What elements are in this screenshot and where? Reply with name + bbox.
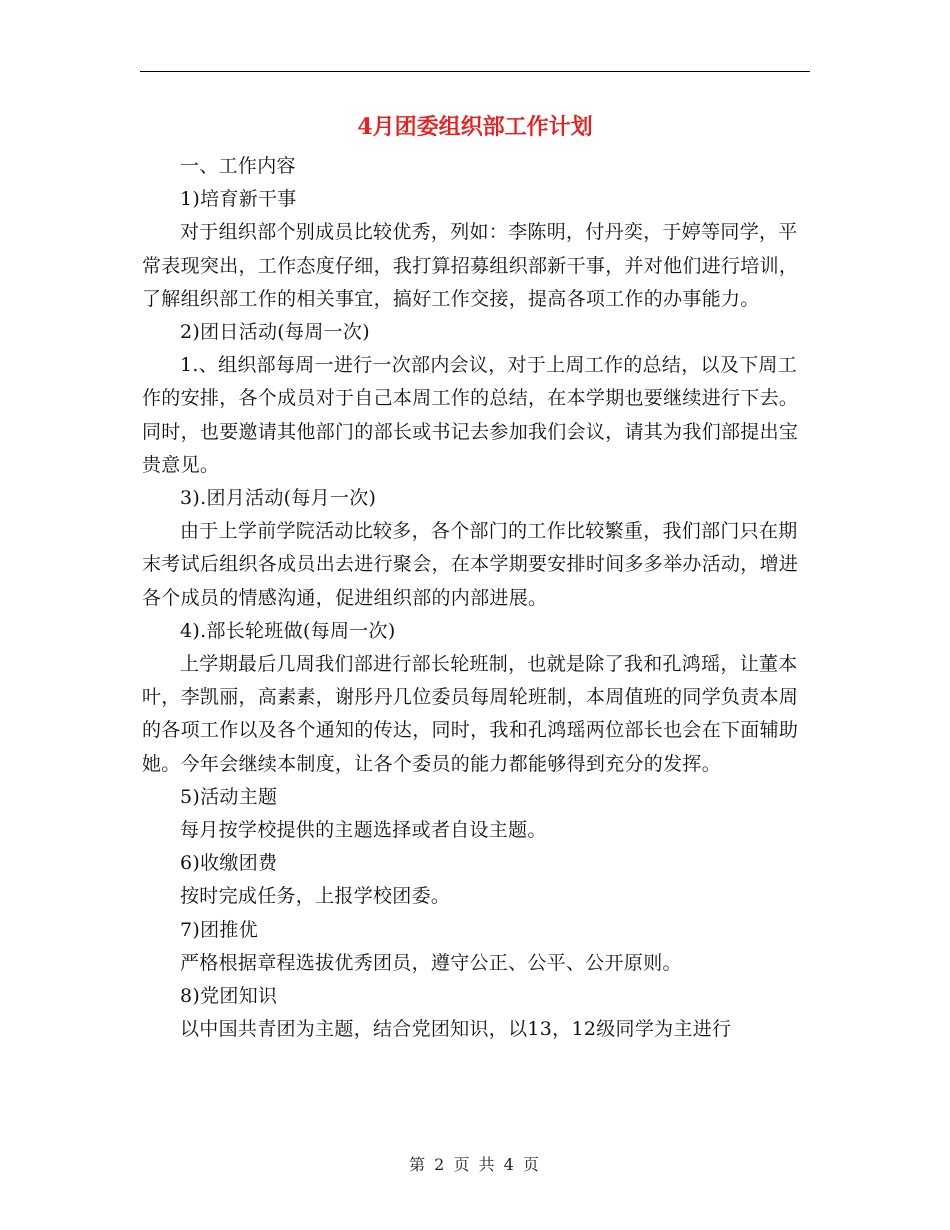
body-paragraph: 严格根据章程选拔优秀团员，遵守公正、公平、公开原则。 [180,951,682,974]
subsection-heading: 3).团月活动(每月一次) [180,487,377,510]
body-paragraph: 每月按学校提供的主题选择或者自设主题。 [180,819,547,842]
body-paragraph: 1.、组织部每周一进行一次部内会议，对于上周工作的总结，以及下周工作的安排，各个成员对于自己本周工作的总结，在本学期也要继续进行下去。同时，也要邀请其他部门的部长或书记去参加我们会议，请其为我们部提出宝贵意见。 [142,354,799,476]
subsection-heading: 7)团推优 [180,918,259,941]
document-body [142,150,812,1046]
section-heading: 一、工作内容 [180,155,296,177]
subsection-heading: 6)收缴团费 [180,852,278,875]
subsection-heading: 5)活动主题 [180,785,278,808]
body-paragraph: 以中国共青团为主题，结合党团知识，以13，12级同学为主进行 [180,1018,732,1041]
body-paragraph: 对于组织部个别成员比较优秀，列如：李陈明，付丹奕，于婷等同学，平常表现突出，工作态度仔细，我打算招募组织部新干事，并对他们进行培训，了解组织部工作的相关事宜，搞好工作交接，提高各项工作的办事能力。 [142,221,799,310]
page-number-footer: 第 2 页 共 4 页 [409,1155,541,1174]
header-rule [140,71,810,72]
document-title: 4月团委组织部工作计划 [357,114,593,140]
body-paragraph: 按时完成任务，上报学校团委。 [180,885,451,908]
subsection-heading: 8)党团知识 [180,985,278,1008]
subsection-heading: 1)培育新干事 [180,188,297,211]
body-paragraph: 上学期最后几周我们部进行部长轮班制，也就是除了我和孔鸿瑶，让董本叶，李凯丽，高素素，谢彤丹几位委员每周轮班制，本周值班的同学负责本周的各项工作以及各个通知的传达，同时，我和孔鸿瑶两位部长也会在下面辅助她。今年会继续本制度，让各个委员的能力都能够得到充分的发挥。 [142,653,799,775]
subsection-heading: 4).部长轮班做(每周一次) [180,619,396,642]
body-paragraph: 由于上学前学院活动比较多，各个部门的工作比较繁重，我们部门只在期末考试后组织各成员出去进行聚会，在本学期要安排时间多多举办活动，增进各个成员的情感沟通，促进组织部的内部进展。 [142,520,799,609]
subsection-heading: 2)团日活动(每周一次) [180,321,370,344]
